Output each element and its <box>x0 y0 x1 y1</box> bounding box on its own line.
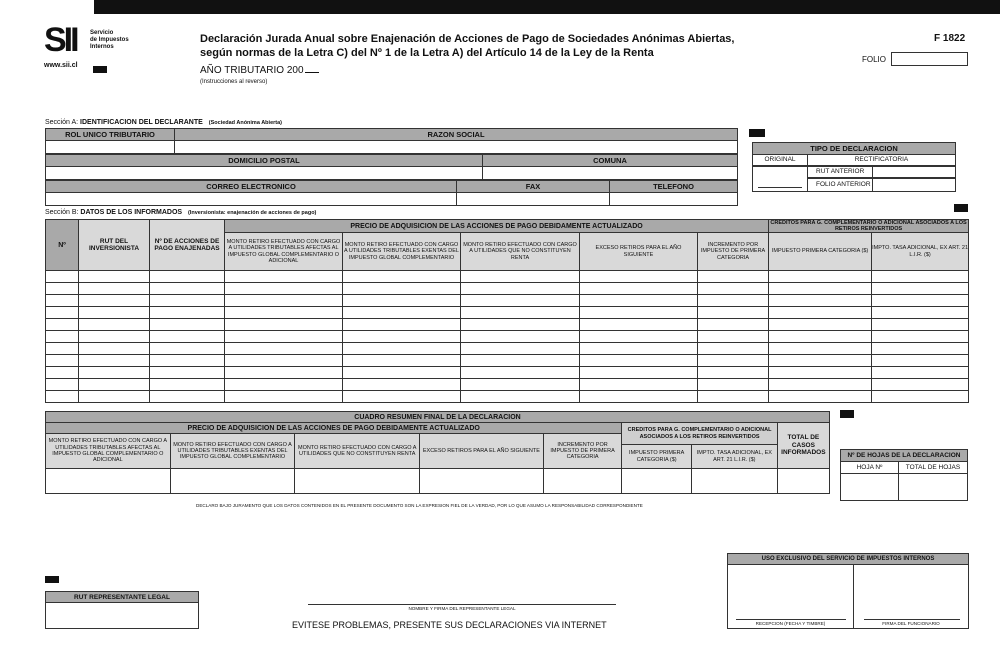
tipo-original[interactable]: ORIGINAL <box>752 154 808 166</box>
table-cell[interactable] <box>769 319 872 331</box>
table-cell[interactable] <box>343 343 461 355</box>
table-row <box>46 367 969 379</box>
creditos-header: CREDITOS PARA G. COMPLEMENTARIO O ADICIONAL ASOCIADOS A LOS RETIROS REINVERTIDOS <box>770 220 967 232</box>
marker-square <box>954 204 968 212</box>
instructions-note: (Instrucciones al reverso) <box>200 79 268 85</box>
logo-text: Servicio de Impuestos Internos <box>90 30 129 50</box>
col-exceso-retiros: EXCESO RETIROS PARA EL AÑO SIGUIENTE <box>580 233 698 271</box>
table-cell[interactable] <box>150 391 225 403</box>
rut-inversionista-header: RUT DEL INVERSIONISTA <box>79 220 150 271</box>
table-row <box>46 295 969 307</box>
sii-logo-mark: SII <box>44 21 77 59</box>
table-cell[interactable] <box>79 295 150 307</box>
table-cell[interactable] <box>698 343 769 355</box>
table-cell[interactable] <box>150 343 225 355</box>
table-cell[interactable] <box>872 271 969 283</box>
precio-header: PRECIO DE ADQUISICION DE LAS ACCIONES DE PAGO DEBIDAMENTE ACTUALIZADO <box>225 220 769 233</box>
tipo-rectificatoria[interactable]: RECTIFICATORIA <box>807 154 956 166</box>
table-cell[interactable] <box>769 271 872 283</box>
table-cell[interactable] <box>46 271 79 283</box>
table-cell[interactable] <box>461 283 580 295</box>
table-cell[interactable] <box>46 295 79 307</box>
table-cell[interactable] <box>698 355 769 367</box>
table-cell[interactable] <box>698 283 769 295</box>
resumen-field[interactable] <box>46 469 171 494</box>
resumen-col-impto-adicional: IMPTO. TASA ADICIONAL, EX ART. 21 L.I.R. ($) <box>691 445 777 469</box>
table-cell[interactable] <box>46 391 79 403</box>
resumen-col-no-renta: MONTO RETIRO EFECTUADO CON CARGO A UTILIDADES QUE NO CONSTITUYEN RENTA <box>295 434 420 469</box>
table-cell[interactable] <box>580 343 698 355</box>
resumen-field[interactable] <box>543 469 622 494</box>
table-cell[interactable] <box>872 319 969 331</box>
resumen-col-incremento: INCREMENTO POR IMPUESTO DE PRIMERA CATEGORIA <box>543 434 622 469</box>
table-cell[interactable] <box>698 379 769 391</box>
informados-table <box>45 219 969 403</box>
table-cell[interactable] <box>150 295 225 307</box>
table-cell[interactable] <box>225 307 343 319</box>
table-cell[interactable] <box>698 391 769 403</box>
recepcion-label: RECEPCION (FECHA Y TIMBRE) <box>755 621 826 626</box>
table-cell[interactable] <box>872 379 969 391</box>
table-row <box>46 283 969 295</box>
folio-anterior-label: FOLIO ANTERIOR <box>807 178 873 192</box>
table-cell[interactable] <box>769 283 872 295</box>
form-number: F 1822 <box>934 33 966 44</box>
table-cell[interactable] <box>872 283 969 295</box>
uso-exclusivo-header: USO EXCLUSIVO DEL SERVICIO DE IMPUESTOS INTERNOS <box>727 553 969 565</box>
resumen-col-exentas: MONTO RETIRO EFECTUADO CON CARGO A UTILIDADES TRIBUTABLES EXENTAS DEL IMPUESTO GLOBAL COMPLEMENTARIO <box>170 434 295 469</box>
table-cell[interactable] <box>46 343 79 355</box>
table-row <box>46 331 969 343</box>
tipo-blank <box>752 166 808 178</box>
table-cell[interactable] <box>872 367 969 379</box>
table-cell[interactable] <box>79 355 150 367</box>
table-row <box>46 271 969 283</box>
table-cell[interactable] <box>580 367 698 379</box>
table-row <box>46 343 969 355</box>
table-cell[interactable] <box>225 295 343 307</box>
comuna-field[interactable] <box>482 166 738 180</box>
table-cell[interactable] <box>150 355 225 367</box>
tax-year: AÑO TRIBUTARIO 200 <box>200 65 319 76</box>
razon-social-field[interactable] <box>174 140 738 154</box>
resumen-field[interactable] <box>691 469 777 494</box>
funcionario-label: FIRMA DEL FUNCIONARIO <box>882 621 940 626</box>
table-cell[interactable] <box>769 295 872 307</box>
comuna-header: COMUNA <box>482 154 738 167</box>
resumen-field[interactable] <box>295 469 420 494</box>
table-cell[interactable] <box>343 319 461 331</box>
table-cell[interactable] <box>79 391 150 403</box>
table-cell[interactable] <box>769 391 872 403</box>
original-check[interactable] <box>752 178 808 192</box>
declaration-statement: DECLARO BAJO JURAMENTO QUE LOS DATOS CONTENIDOS EN EL PRESENTE DOCUMENTO SON LA EXPRESION FIEL DE LA VERDAD, POR LO QUE ASUMO LA RESPONSABILIDAD CORRESPONDIENTE <box>196 503 643 508</box>
table-cell[interactable] <box>150 283 225 295</box>
table-cell[interactable] <box>46 283 79 295</box>
folio-field[interactable] <box>891 52 968 66</box>
resumen-field[interactable] <box>170 469 295 494</box>
razon-social-header: RAZON SOCIAL <box>174 128 738 141</box>
table-cell[interactable] <box>872 331 969 343</box>
resumen-creditos-header: CREDITOS PARA G. COMPLEMENTARIO O ADICIONAL ASOCIADOS A LOS RETIROS REINVERTIDOS <box>622 423 777 445</box>
rut-representante-field[interactable] <box>45 602 199 629</box>
total-hojas-label: TOTAL DE HOJAS <box>898 461 968 474</box>
original-check-line <box>758 187 802 188</box>
table-cell[interactable] <box>343 391 461 403</box>
rut-header: ROL UNICO TRIBUTARIO <box>45 128 175 141</box>
table-cell[interactable] <box>580 331 698 343</box>
table-cell[interactable] <box>769 331 872 343</box>
table-row <box>46 391 969 403</box>
total-casos-header: TOTAL DE CASOS INFORMADOS <box>777 423 829 469</box>
table-row <box>46 307 969 319</box>
table-cell[interactable] <box>769 379 872 391</box>
folio-anterior-field[interactable] <box>872 178 956 192</box>
num-acciones-header: Nº DE ACCIONES DE PAGO ENAJENADAS <box>150 220 225 271</box>
table-cell[interactable] <box>698 319 769 331</box>
table-cell[interactable] <box>461 271 580 283</box>
table-cell[interactable] <box>580 355 698 367</box>
table-cell[interactable] <box>150 307 225 319</box>
marker-square <box>93 66 107 73</box>
table-cell[interactable] <box>580 271 698 283</box>
table-cell[interactable] <box>46 319 79 331</box>
domicilio-field[interactable] <box>45 166 483 180</box>
resumen-col-exceso: EXCESO RETIROS PARA EL AÑO SIGUIENTE <box>420 434 544 469</box>
top-black-bar <box>94 0 1000 14</box>
correo-field[interactable] <box>45 192 457 206</box>
table-cell[interactable] <box>46 379 79 391</box>
col-incremento: INCREMENTO POR IMPUESTO DE PRIMERA CATEGORIA <box>698 233 769 271</box>
table-cell[interactable] <box>79 367 150 379</box>
table-cell[interactable] <box>461 319 580 331</box>
section-a-heading: Sección A: IDENTIFICACION DEL DECLARANTE (Sociedad Anónima Abierta) <box>45 119 282 126</box>
table-cell[interactable] <box>150 319 225 331</box>
col-impuesto-primera: IMPUESTO PRIMERA CATEGORIA ($) <box>769 233 872 271</box>
marker-square <box>749 129 765 137</box>
table-cell[interactable] <box>225 331 343 343</box>
table-cell[interactable] <box>580 307 698 319</box>
table-cell[interactable] <box>343 283 461 295</box>
table-cell[interactable] <box>769 355 872 367</box>
table-cell[interactable] <box>872 307 969 319</box>
correo-header: CORREO ELECTRONICO <box>45 180 457 193</box>
table-cell[interactable] <box>872 355 969 367</box>
table-cell[interactable] <box>46 307 79 319</box>
marker-square <box>45 576 59 583</box>
table-cell[interactable] <box>343 307 461 319</box>
table-cell[interactable] <box>150 331 225 343</box>
fax-header: FAX <box>456 180 610 193</box>
total-hojas-field[interactable] <box>898 473 968 501</box>
resumen-field[interactable] <box>622 469 692 494</box>
resumen-field[interactable] <box>420 469 544 494</box>
table-cell[interactable] <box>79 379 150 391</box>
table-cell[interactable] <box>461 379 580 391</box>
table-cell[interactable] <box>580 391 698 403</box>
table-cell[interactable] <box>461 307 580 319</box>
total-casos-field[interactable] <box>777 469 829 494</box>
resumen-header: CUADRO RESUMEN FINAL DE LA DECLARACION <box>46 412 830 423</box>
tipo-declaracion-header: TIPO DE DECLARACION <box>752 142 956 155</box>
hoja-num-field[interactable] <box>840 473 899 501</box>
funcionario-line <box>864 619 960 620</box>
table-row <box>46 379 969 391</box>
table-cell[interactable] <box>872 295 969 307</box>
domicilio-header: DOMICILIO POSTAL <box>45 154 483 167</box>
table-cell[interactable] <box>79 283 150 295</box>
rut-anterior-field[interactable] <box>872 166 956 178</box>
table-cell[interactable] <box>461 295 580 307</box>
table-cell[interactable] <box>343 295 461 307</box>
table-cell[interactable] <box>225 343 343 355</box>
table-cell[interactable] <box>150 367 225 379</box>
table-cell[interactable] <box>580 379 698 391</box>
table-cell[interactable] <box>698 295 769 307</box>
table-cell[interactable] <box>225 391 343 403</box>
table-cell[interactable] <box>769 307 872 319</box>
logo-web: www.sii.cl <box>44 62 78 69</box>
table-cell[interactable] <box>698 271 769 283</box>
table-cell[interactable] <box>79 271 150 283</box>
table-cell[interactable] <box>461 391 580 403</box>
internet-notice: EVITESE PROBLEMAS, PRESENTE SUS DECLARACIONES VIA INTERNET <box>292 620 607 630</box>
table-cell[interactable] <box>46 367 79 379</box>
resumen-precio-header: PRECIO DE ADQUISICION DE LAS ACCIONES DE PAGO DEBIDAMENTE ACTUALIZADO <box>46 423 622 434</box>
table-cell[interactable] <box>698 331 769 343</box>
table-cell[interactable] <box>769 343 872 355</box>
table-cell[interactable] <box>580 319 698 331</box>
table-cell[interactable] <box>343 355 461 367</box>
table-cell[interactable] <box>343 331 461 343</box>
resumen-col-impuesto-primera: IMPUESTO PRIMERA CATEGORIA ($) <box>622 445 692 469</box>
hojas-header: Nº DE HOJAS DE LA DECLARACION <box>840 449 968 462</box>
n-header: Nº <box>46 220 79 271</box>
table-cell[interactable] <box>79 331 150 343</box>
rut-field[interactable] <box>45 140 175 154</box>
rut-anterior-label: RUT ANTERIOR <box>807 166 873 178</box>
recepcion-line <box>736 619 846 620</box>
table-cell[interactable] <box>769 367 872 379</box>
folio-label: FOLIO <box>862 55 887 64</box>
table-cell[interactable] <box>46 355 79 367</box>
table-cell[interactable] <box>343 367 461 379</box>
table-cell[interactable] <box>225 379 343 391</box>
table-cell[interactable] <box>461 343 580 355</box>
table-cell[interactable] <box>580 295 698 307</box>
sii-logo <box>44 22 88 58</box>
col-retiro-afectas: MONTO RETIRO EFECTUADO CON CARGO A UTILIDADES TRIBUTABLES AFECTAS AL IMPUESTO GLOBAL COMPLEMENTARIO O ADICIONAL <box>225 233 343 271</box>
telefono-header: TELEFONO <box>609 180 738 193</box>
table-cell[interactable] <box>343 271 461 283</box>
table-cell[interactable] <box>698 307 769 319</box>
table-cell[interactable] <box>79 343 150 355</box>
table-cell[interactable] <box>872 343 969 355</box>
table-cell[interactable] <box>461 331 580 343</box>
fax-field[interactable] <box>456 192 610 206</box>
resumen-table <box>45 411 830 494</box>
table-cell[interactable] <box>150 379 225 391</box>
table-cell[interactable] <box>461 355 580 367</box>
telefono-field[interactable] <box>609 192 738 206</box>
table-cell[interactable] <box>461 367 580 379</box>
table-cell[interactable] <box>698 367 769 379</box>
table-cell[interactable] <box>580 283 698 295</box>
table-cell[interactable] <box>225 367 343 379</box>
table-cell[interactable] <box>343 379 461 391</box>
col-retiro-no-renta: MONTO RETIRO EFECTUADO CON CARGO A UTILIDADES QUE NO CONSTITUYEN RENTA <box>461 233 580 271</box>
col-impto-adicional: IMPTO. TASA ADICIONAL, EX ART. 21 L.I.R. ($) <box>872 233 969 271</box>
resumen-col-afectas: MONTO RETIRO EFECTUADO CON CARGO A UTILIDADES TRIBUTABLES AFECTAS AL IMPUESTO GLOBAL COMPLEMENTARIO O ADICIONAL <box>46 434 171 469</box>
table-cell[interactable] <box>79 307 150 319</box>
form-title: Declaración Jurada Anual sobre Enajenación de Acciones de Pago de Sociedades Anónimas Abiertas, según normas de la Letra C) del Nº 1 de la Letra A) del Artículo 14 de la Ley de la Renta <box>200 33 735 59</box>
table-cell[interactable] <box>79 319 150 331</box>
table-cell[interactable] <box>150 271 225 283</box>
table-row <box>46 355 969 367</box>
hoja-num-label: HOJA Nº <box>840 461 899 474</box>
table-cell[interactable] <box>225 355 343 367</box>
table-row <box>46 319 969 331</box>
rut-representante-header: RUT REPRESENTANTE LEGAL <box>45 591 199 603</box>
table-cell[interactable] <box>46 331 79 343</box>
table-cell[interactable] <box>872 391 969 403</box>
col-retiro-exentas: MONTO RETIRO EFECTUADO CON CARGO A UTILIDADES TRIBUTABLES EXENTAS DEL IMPUESTO GLOBAL COMPLEMENTARIO <box>343 233 461 271</box>
signature-line <box>308 604 616 605</box>
table-cell[interactable] <box>225 283 343 295</box>
signature-label: NOMBRE Y FIRMA DEL REPRESENTANTE LEGAL <box>408 606 516 611</box>
marker-square <box>840 410 854 418</box>
section-b-heading: Sección B: DATOS DE LOS INFORMADOS (Inversionista: enajenación de acciones de pago) <box>45 209 317 216</box>
table-cell[interactable] <box>225 319 343 331</box>
table-cell[interactable] <box>225 271 343 283</box>
informados-rows <box>46 271 969 403</box>
